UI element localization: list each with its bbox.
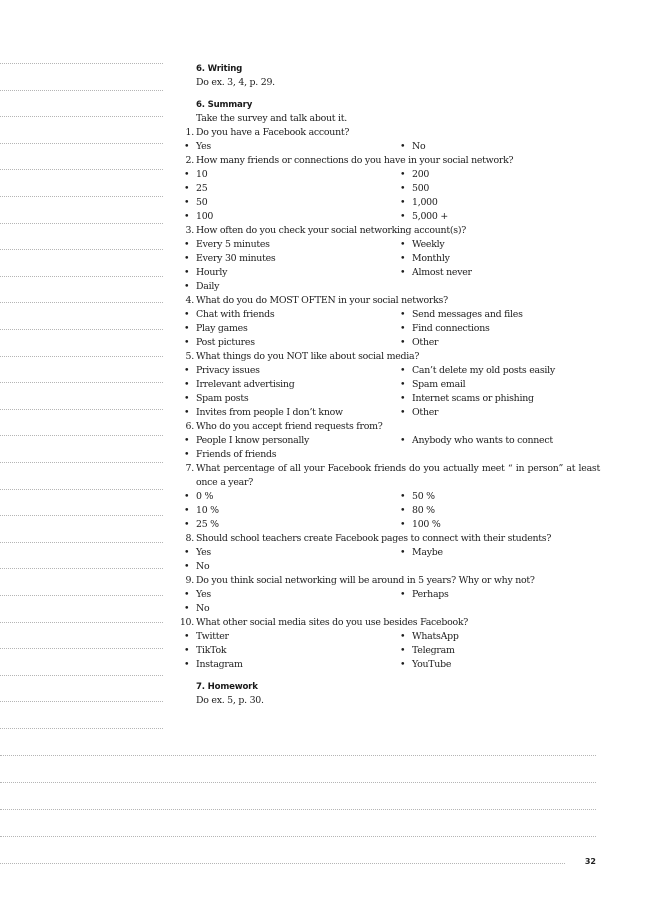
answer-option-label: 80 % — [412, 505, 435, 516]
answer-option — [184, 210, 400, 224]
bullet-icon: • — [184, 603, 190, 614]
bullet-icon: • — [400, 659, 406, 670]
answer-option-label: Spam posts — [196, 393, 249, 404]
note-line — [0, 90, 163, 91]
bullet-icon: • — [400, 407, 406, 418]
bullet-icon: • — [400, 519, 406, 530]
answer-option — [400, 434, 590, 448]
answer-option — [184, 546, 400, 560]
answer-options — [184, 308, 600, 350]
bullet-icon: • — [400, 547, 406, 558]
summary-intro: Take the survey and talk about it. — [196, 113, 347, 124]
bullet-icon: • — [400, 491, 406, 502]
answer-options — [184, 546, 600, 574]
survey-question — [170, 574, 600, 588]
answer-options — [184, 364, 600, 420]
note-line — [0, 382, 163, 383]
bullet-icon: • — [400, 379, 406, 390]
answer-option — [184, 378, 400, 392]
answer-option-label: 25 % — [196, 519, 219, 530]
note-line — [0, 462, 163, 463]
note-line — [0, 329, 163, 330]
bullet-icon: • — [184, 169, 190, 180]
answer-option — [184, 434, 400, 448]
writing-section — [170, 62, 600, 90]
note-line — [0, 143, 163, 144]
answer-option-label: Other — [412, 407, 439, 418]
bullet-icon: • — [184, 449, 190, 460]
answer-option-label: 50 — [196, 197, 208, 208]
answer-option-label: Hourly — [196, 267, 228, 278]
bullet-icon: • — [184, 141, 190, 152]
bullet-icon: • — [400, 267, 406, 278]
answer-option-label: Monthly — [412, 253, 450, 264]
question-text: What do you do MOST OFTEN in your social networks? — [196, 295, 448, 306]
bullet-icon: • — [184, 365, 190, 376]
answer-option-label: Invites from people I don’t know — [196, 407, 343, 418]
answer-option-label: Weekly — [412, 239, 445, 250]
summary-section — [170, 98, 600, 672]
note-line — [0, 515, 163, 516]
answer-option-label: YouTube — [412, 659, 452, 670]
answer-option-label: Telegram — [412, 645, 455, 656]
answer-option — [400, 210, 590, 224]
answer-option-label: Yes — [196, 141, 211, 152]
answer-option-label: 100 — [196, 211, 214, 222]
note-line — [0, 542, 163, 543]
question-number: 1. — [185, 127, 194, 138]
answer-option — [400, 490, 590, 504]
answer-option — [400, 364, 590, 378]
answer-option — [184, 406, 400, 420]
answer-option — [184, 238, 400, 252]
answer-option-label: Can’t delete my old posts easily — [412, 365, 555, 376]
survey-question — [170, 154, 600, 168]
answer-option-label: Internet scams or phishing — [412, 393, 534, 404]
note-line — [0, 622, 163, 623]
answer-option — [184, 196, 400, 210]
question-text: What other social media sites do you use besides Facebook? — [196, 617, 469, 628]
answer-option — [184, 490, 400, 504]
survey-question — [170, 350, 600, 364]
bullet-icon: • — [400, 197, 406, 208]
note-line — [0, 809, 596, 810]
answer-option — [184, 518, 400, 532]
answer-option — [400, 378, 590, 392]
bullet-icon: • — [400, 309, 406, 320]
bullet-icon: • — [184, 589, 190, 600]
answer-option — [400, 252, 590, 266]
question-number: 2. — [185, 155, 194, 166]
bullet-icon: • — [184, 645, 190, 656]
answer-option — [184, 602, 400, 616]
bullet-icon: • — [184, 281, 190, 292]
note-line — [0, 169, 163, 170]
bullet-icon: • — [400, 141, 406, 152]
answer-option-label: 0 % — [196, 491, 214, 502]
note-line — [0, 489, 163, 490]
bullet-icon: • — [400, 645, 406, 656]
bullet-icon: • — [184, 435, 190, 446]
note-line — [0, 675, 163, 676]
answer-option — [400, 392, 590, 406]
answer-option — [184, 588, 400, 602]
note-line — [0, 782, 596, 783]
answer-options — [184, 630, 600, 672]
question-number: 8. — [185, 533, 194, 544]
answer-option — [400, 406, 590, 420]
note-line — [0, 409, 163, 410]
answer-option-label: Instagram — [196, 659, 243, 670]
answer-option — [400, 182, 590, 196]
note-line — [0, 435, 163, 436]
answer-option-label: Chat with friends — [196, 309, 275, 320]
answer-option-label: 5,000 + — [412, 211, 448, 222]
answer-option-label: Play games — [196, 323, 248, 334]
bullet-icon: • — [400, 169, 406, 180]
answer-options — [184, 168, 600, 224]
bullet-icon: • — [400, 589, 406, 600]
answer-options — [184, 490, 600, 532]
survey-question — [170, 294, 600, 308]
bullet-icon: • — [184, 379, 190, 390]
bullet-icon: • — [184, 561, 190, 572]
bullet-icon: • — [184, 393, 190, 404]
note-line — [0, 249, 163, 250]
question-text: How many friends or connections do you have in your social network? — [196, 155, 514, 166]
bullet-icon: • — [400, 631, 406, 642]
answer-option — [184, 266, 400, 280]
answer-option — [184, 322, 400, 336]
answer-option-label: 500 — [412, 183, 430, 194]
note-line — [0, 836, 596, 837]
answer-option — [400, 588, 590, 602]
bullet-icon: • — [184, 309, 190, 320]
note-line — [0, 568, 163, 569]
answer-option — [184, 280, 400, 294]
survey-questions — [170, 126, 600, 672]
bullet-icon: • — [400, 365, 406, 376]
answer-option-label: Spam email — [412, 379, 466, 390]
note-line — [0, 648, 163, 649]
question-text: Do you think social networking will be around in 5 years? Why or why not? — [196, 575, 535, 586]
answer-option-label: Perhaps — [412, 589, 449, 600]
answer-option — [400, 546, 590, 560]
note-line — [0, 356, 163, 357]
answer-option-label: Irrelevant advertising — [196, 379, 295, 390]
answer-option-label: No — [412, 141, 426, 152]
answer-option — [400, 504, 590, 518]
survey-question — [170, 420, 600, 434]
bullet-icon: • — [400, 211, 406, 222]
answer-options — [184, 588, 600, 616]
answer-option-label: 25 — [196, 183, 208, 194]
question-number: 4. — [185, 295, 194, 306]
bullet-icon: • — [184, 505, 190, 516]
bullet-icon: • — [400, 323, 406, 334]
note-line — [0, 302, 163, 303]
answer-option — [400, 658, 590, 672]
answer-options — [184, 140, 600, 154]
question-number: 9. — [185, 575, 194, 586]
answer-option — [184, 658, 400, 672]
answer-option — [400, 644, 590, 658]
answer-option-label: 100 % — [412, 519, 441, 530]
question-number: 6. — [185, 421, 194, 432]
answer-option-label: People I know personally — [196, 435, 310, 446]
answer-option — [184, 644, 400, 658]
survey-question — [170, 126, 600, 140]
answer-option — [184, 140, 400, 154]
note-line — [0, 196, 163, 197]
answer-option-label: 200 — [412, 169, 430, 180]
answer-option-label: Yes — [196, 589, 211, 600]
survey-question — [170, 616, 600, 630]
bullet-icon: • — [400, 239, 406, 250]
question-text: Who do you accept friend requests from? — [196, 421, 383, 432]
answer-option — [400, 196, 590, 210]
answer-option — [184, 308, 400, 322]
question-text: Should school teachers create Facebook pages to connect with their students? — [196, 533, 552, 544]
answer-option — [400, 518, 590, 532]
answer-option — [184, 182, 400, 196]
bullet-icon: • — [400, 435, 406, 446]
summary-heading: 6. Summary — [196, 100, 253, 110]
question-text: How often do you check your social networking account(s)? — [196, 225, 466, 236]
answer-option — [400, 322, 590, 336]
writing-text: Do ex. 3, 4, p. 29. — [196, 77, 275, 88]
answer-option — [400, 336, 590, 350]
answer-option-label: Post pictures — [196, 337, 255, 348]
answer-option-label: Privacy issues — [196, 365, 260, 376]
answer-options — [184, 238, 600, 294]
homework-heading: 7. Homework — [196, 682, 258, 692]
answer-option-label: Daily — [196, 281, 220, 292]
answer-option — [184, 252, 400, 266]
answer-option — [400, 238, 590, 252]
answer-option — [184, 168, 400, 182]
answer-option-label: 10 % — [196, 505, 219, 516]
note-line — [0, 595, 163, 596]
answer-option-label: Anybody who wants to connect — [412, 435, 553, 446]
survey-question — [170, 224, 600, 238]
answer-option — [184, 504, 400, 518]
answer-option — [184, 630, 400, 644]
note-line — [0, 863, 565, 864]
question-text: What things do you NOT like about social media? — [196, 351, 420, 362]
answer-option-label: Maybe — [412, 547, 443, 558]
answer-option-label: 50 % — [412, 491, 435, 502]
bullet-icon: • — [184, 547, 190, 558]
answer-option-label: Yes — [196, 547, 211, 558]
answer-option — [400, 630, 590, 644]
answer-option-label: TikTok — [196, 645, 227, 656]
bullet-icon: • — [400, 183, 406, 194]
answer-option — [184, 392, 400, 406]
question-number: 10. — [179, 617, 194, 628]
answer-option-label: Every 5 minutes — [196, 239, 270, 250]
bullet-icon: • — [184, 491, 190, 502]
question-number: 5. — [185, 351, 194, 362]
answer-option — [400, 308, 590, 322]
bullet-icon: • — [184, 267, 190, 278]
survey-question — [170, 532, 600, 546]
bullet-icon: • — [184, 239, 190, 250]
bullet-icon: • — [184, 407, 190, 418]
answer-option-label: No — [196, 603, 210, 614]
answer-option-label: 1,000 — [412, 197, 438, 208]
answer-option-label: Twitter — [196, 631, 229, 642]
note-line — [0, 276, 163, 277]
bullet-icon: • — [184, 659, 190, 670]
question-number: 7. — [185, 463, 194, 474]
bullet-icon: • — [400, 505, 406, 516]
answer-option-label: Friends of friends — [196, 449, 277, 460]
answer-option — [184, 364, 400, 378]
answer-option-label: WhatsApp — [412, 631, 459, 642]
answer-option — [184, 448, 400, 462]
question-text: Do you have a Facebook account? — [196, 127, 350, 138]
note-line — [0, 755, 596, 756]
note-line — [0, 116, 163, 117]
homework-section — [170, 680, 600, 708]
bullet-icon: • — [184, 631, 190, 642]
answer-option-label: No — [196, 561, 210, 572]
answer-option-label: 10 — [196, 169, 208, 180]
bullet-icon: • — [184, 197, 190, 208]
survey-question — [170, 462, 600, 490]
answer-option — [400, 168, 590, 182]
answer-option-label: Find connections — [412, 323, 490, 334]
bullet-icon: • — [400, 253, 406, 264]
answer-option — [184, 560, 400, 574]
answer-option-label: Every 30 minutes — [196, 253, 276, 264]
answer-option — [400, 266, 590, 280]
answer-option-label: Send messages and files — [412, 309, 523, 320]
bullet-icon: • — [184, 323, 190, 334]
note-line — [0, 223, 163, 224]
homework-text: Do ex. 5, p. 30. — [196, 695, 264, 706]
left-margin-note-lines — [0, 0, 163, 740]
answer-option-label: Other — [412, 337, 439, 348]
bullet-icon: • — [184, 183, 190, 194]
page-number: 32 — [584, 857, 596, 866]
question-number: 3. — [185, 225, 194, 236]
bullet-icon: • — [400, 393, 406, 404]
writing-heading: 6. Writing — [196, 64, 243, 74]
answer-options — [184, 434, 600, 462]
bullet-icon: • — [184, 211, 190, 222]
bullet-icon: • — [184, 519, 190, 530]
note-line — [0, 701, 163, 702]
bullet-icon: • — [184, 337, 190, 348]
answer-option — [184, 336, 400, 350]
bullet-icon: • — [400, 337, 406, 348]
note-line — [0, 728, 163, 729]
answer-option-label: Almost never — [412, 267, 472, 278]
answer-option — [400, 140, 590, 154]
bullet-icon: • — [184, 253, 190, 264]
lesson-content — [170, 62, 600, 708]
note-line — [0, 63, 163, 64]
question-text: What percentage of all your Facebook friends do you actually meet “ in person” at least once a year? — [196, 463, 600, 488]
